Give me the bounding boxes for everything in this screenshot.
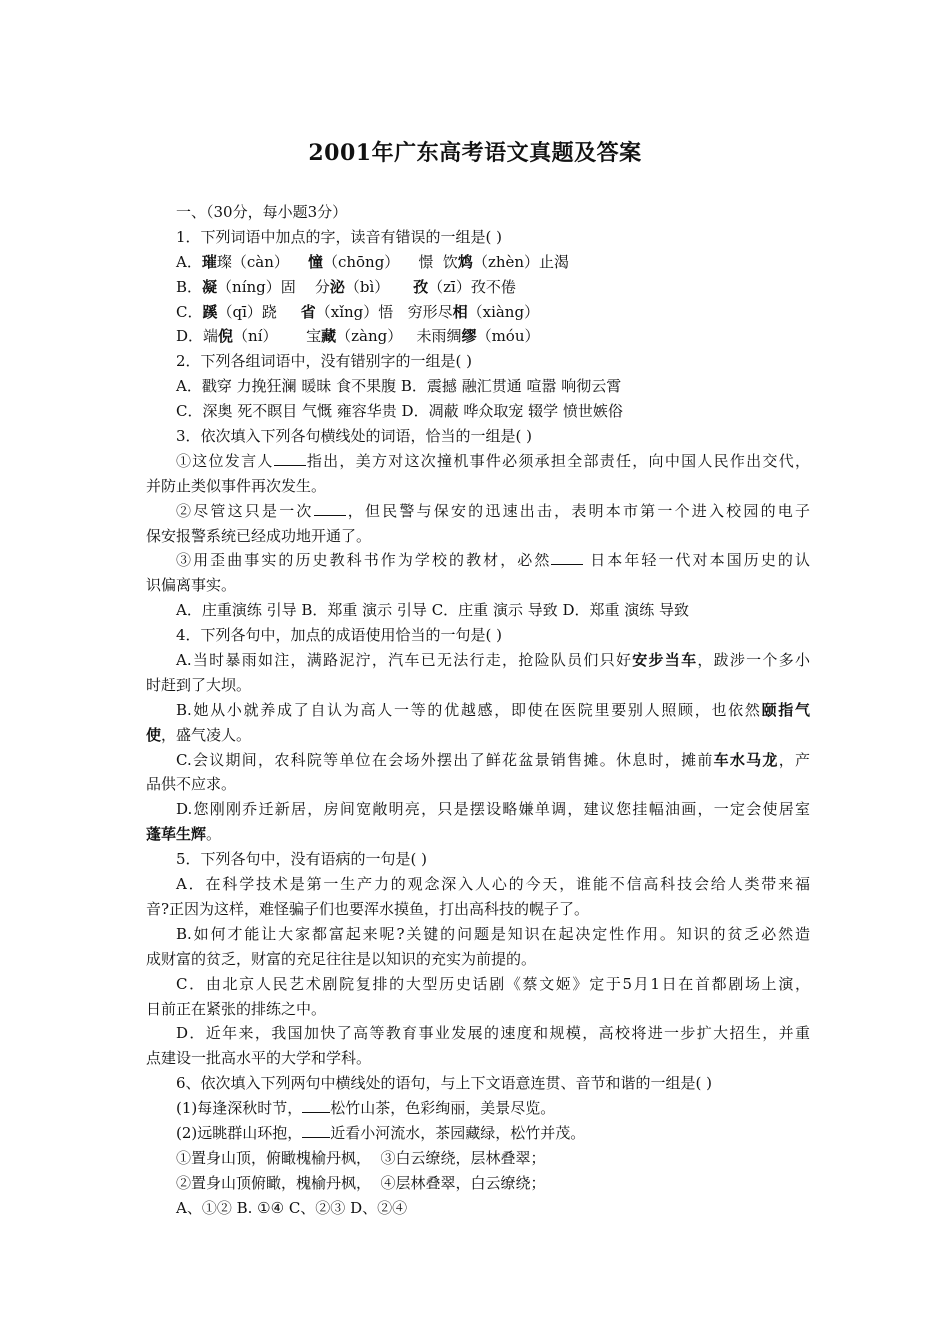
question-6-choice-2-4: ②置身山顶俯瞰，槐榆丹枫， ④层林叠翠，白云缭绕； bbox=[176, 1173, 546, 1192]
text: ②尽管这只是一次 bbox=[176, 501, 314, 520]
text: （chōng） 憬 饮 bbox=[322, 252, 458, 271]
text: 指出，美方对这次撞机事件必须承担全部责任，向中国人民作出交代， bbox=[305, 451, 810, 470]
text: (1)每逢深秋时节， bbox=[176, 1099, 303, 1118]
question-1-option-d bbox=[146, 324, 810, 349]
text: 日本年轻一代对本国历史的认 bbox=[583, 551, 810, 570]
question-6-sentence-1 bbox=[146, 1096, 810, 1121]
question-4-option-b bbox=[146, 698, 810, 723]
question-2-options-ab: A．戳穿 力挽狂澜 暖昧 食不果腹 B．震撼 融汇贯通 喧嚣 响彻云霄 bbox=[176, 377, 622, 396]
text: B.她从小就养成了自认为高人一等的优越感，即使在医院里要别人照顾，也依然 bbox=[176, 700, 762, 719]
question-4-option-a bbox=[146, 648, 810, 673]
question-6-choice-1-3: ①置身山顶，俯瞰槐榆丹枫， ③白云缭绕，层林叠翠； bbox=[176, 1148, 546, 1167]
text: （móu） bbox=[476, 327, 540, 346]
fill-blank bbox=[302, 1124, 330, 1138]
text: C.会议期间，农科院等单位在会场外摆出了鲜花盆景销售摊。休息时，摊前 bbox=[176, 750, 714, 769]
question-5-option-b-cont: 成财富的贫乏，财富的充足往往是以知识的充实为前提的。 bbox=[146, 949, 537, 968]
dotted-idiom: 使 bbox=[146, 725, 162, 744]
question-3-sentence-2 bbox=[146, 499, 810, 524]
dotted-idiom: 颐指气 bbox=[761, 700, 810, 719]
text: 璨（càn） bbox=[216, 252, 308, 271]
text: ，跋涉一个多小 bbox=[697, 651, 810, 670]
question-1-option-c bbox=[146, 300, 810, 325]
dotted-char: 憧 bbox=[307, 252, 323, 271]
dotted-char: 璀 bbox=[201, 252, 217, 271]
text: （zī）孜不倦 bbox=[428, 277, 516, 296]
dotted-idiom: 蓬荜生辉 bbox=[146, 825, 207, 844]
dotted-char: 孜 bbox=[413, 277, 429, 296]
question-3-sentence-3 bbox=[146, 548, 810, 573]
question-4-option-d-cont bbox=[146, 822, 810, 847]
question-4-option-b-cont bbox=[146, 723, 810, 748]
dotted-char: 泌 bbox=[329, 277, 345, 296]
question-1-option-b bbox=[146, 275, 810, 300]
dotted-idiom: 车水马龙 bbox=[713, 750, 779, 769]
text: （ní） 宝 bbox=[233, 327, 322, 346]
question-2-options-cd: C．深奥 死不瞑目 气慨 雍容华贵 D．凋蔽 哗众取宠 辍学 愤世嫉俗 bbox=[176, 402, 623, 421]
question-5-option-c-cont: 日前正在紧张的排练之中。 bbox=[146, 999, 327, 1018]
fill-blank bbox=[551, 551, 583, 565]
dotted-char: 省 bbox=[300, 302, 316, 321]
text: ，产 bbox=[778, 750, 810, 769]
document-body bbox=[146, 200, 810, 1221]
question-6-options: A、①② B. ①④ C、②③ D、②④ bbox=[176, 1198, 408, 1217]
text: ①这位发言人 bbox=[176, 451, 274, 470]
question-5-option-d: D．近年来，我国加快了高等教育事业发展的速度和规模，高校将进一步扩大招生，并重 bbox=[176, 1024, 810, 1043]
question-1-stem: 1．下列词语中加点的字，读音有错误的一组是( ) bbox=[176, 227, 503, 246]
question-5-option-c: C．由北京人民艺术剧院复排的大型历史话剧《蔡文姬》定于5月1日在首都剧场上演， bbox=[176, 974, 810, 993]
question-2-stem: 2．下列各组词语中，没有错别字的一组是( ) bbox=[176, 352, 473, 371]
dotted-char: 相 bbox=[452, 302, 468, 321]
text: （qī）跷 bbox=[217, 302, 301, 321]
question-5-option-a: A．在科学技术是第一生产力的观念深入人心的今天，谁能不信高科技会给人类带来福 bbox=[176, 875, 810, 894]
text: （níng）固 分 bbox=[217, 277, 330, 296]
question-5-option-a-cont: 音?正因为这样，难怪骗子们也要浑水摸鱼，打出高科技的幌子了。 bbox=[146, 899, 590, 918]
question-3-options: A．庄重演练 引导 B．郑重 演示 引导 C．庄重 演示 导致 D．郑重 演练 导致 bbox=[176, 601, 690, 620]
text: B． bbox=[176, 277, 203, 296]
text: （zàng） 未雨绸 bbox=[336, 327, 462, 346]
question-4-option-a-cont: 时赶到了大坝。 bbox=[146, 675, 252, 694]
text: 近看小河流水，茶园藏绿，松竹并茂。 bbox=[330, 1123, 586, 1142]
text: (2)远眺群山环抱， bbox=[176, 1123, 303, 1142]
text: D．端 bbox=[176, 327, 219, 346]
question-6-stem: 6、依次填入下列两句中横线处的语句，与上下文语意连贯、音节和谐的一组是( ) bbox=[176, 1074, 713, 1093]
fill-blank bbox=[274, 452, 306, 466]
dotted-char: 凝 bbox=[202, 277, 218, 296]
page-title: 2001年广东高考语文真题及答案 bbox=[308, 140, 642, 166]
fill-blank bbox=[302, 1099, 330, 1113]
text: ③用歪曲事实的历史教科书作为学校的教材，必然 bbox=[176, 551, 552, 570]
question-3-sentence-2-cont: 保安报警系统已经成功地开通了。 bbox=[146, 526, 372, 545]
text: （zhèn）止渴 bbox=[472, 252, 570, 271]
dotted-char: 蹊 bbox=[202, 302, 218, 321]
question-4-option-c-cont: 品供不应求。 bbox=[146, 775, 237, 794]
text: 。 bbox=[206, 825, 222, 844]
question-4-stem: 4．下列各句中，加点的成语使用恰当的一句是( ) bbox=[176, 626, 503, 645]
text: C． bbox=[176, 302, 203, 321]
dotted-char: 缪 bbox=[461, 327, 477, 346]
question-5-option-d-cont: 点建设一批高水平的大学和学科。 bbox=[146, 1049, 372, 1068]
fill-blank bbox=[314, 502, 346, 516]
question-4-option-c bbox=[146, 748, 810, 773]
question-4-option-d: D.您刚刚乔迁新居，房间宽敞明亮，只是摆设略嫌单调，建议您挂幅油画，一定会使居室 bbox=[176, 800, 810, 819]
text: ，但民警与保安的迅速出击，表明本市第一个进入校园的电子 bbox=[345, 501, 810, 520]
dotted-char: 鸩 bbox=[457, 252, 473, 271]
question-3-sentence-1-cont: 并防止类似事件再次发生。 bbox=[146, 476, 327, 495]
text: 松竹山茶，色彩绚丽，美景尽览。 bbox=[330, 1099, 556, 1118]
question-5-option-b: B.如何才能让大家都富起来呢?关键的问题是知识在起决定性作用。知识的贫乏必然造 bbox=[176, 924, 810, 943]
question-3-sentence-3-cont: 识偏离事实。 bbox=[146, 576, 237, 595]
dotted-idiom: 安步当车 bbox=[632, 651, 698, 670]
text: ，盛气凌人。 bbox=[161, 725, 252, 744]
text: A.当时暴雨如注，满路泥泞，汽车已无法行走，抢险队员们只好 bbox=[176, 651, 633, 670]
dotted-char: 倪 bbox=[218, 327, 234, 346]
question-1-option-a bbox=[146, 250, 810, 275]
section-heading: 一、（30分，每小题3分） bbox=[176, 203, 348, 221]
text: （xǐng）悟 穷形尽 bbox=[315, 302, 453, 321]
question-5-stem: 5．下列各句中，没有语病的一句是( ) bbox=[176, 850, 428, 869]
text: （bì） bbox=[344, 277, 414, 296]
text: A． bbox=[176, 252, 202, 271]
question-6-sentence-2 bbox=[146, 1121, 810, 1146]
text: （xiàng） bbox=[467, 302, 540, 321]
question-3-stem: 3．依次填入下列各句横线处的词语，恰当的一组是( ) bbox=[176, 427, 533, 446]
question-3-sentence-1 bbox=[146, 449, 810, 474]
dotted-char: 藏 bbox=[321, 327, 337, 346]
